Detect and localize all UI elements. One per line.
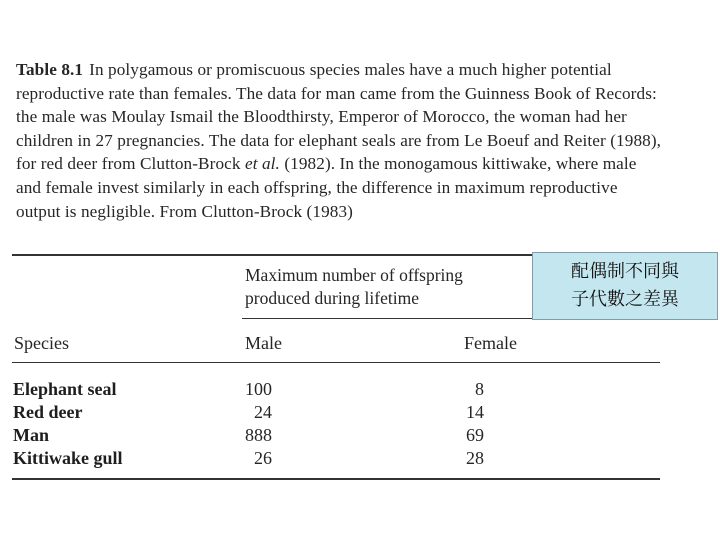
table-row bbox=[0, 401, 700, 424]
annotation-line-2: 子代數之差異 bbox=[571, 289, 679, 310]
header-rule bbox=[12, 362, 660, 363]
column-header-male: Male bbox=[245, 333, 282, 353]
caption-text-end: (1982). In the monogamous kittiwake, where male and female invest similarly in each offspring, the difference in maximum reproductive output is negligible. From Clutton-Brock (1983) bbox=[16, 154, 637, 221]
species-cell: Red deer bbox=[13, 402, 83, 422]
female-cell: 69 bbox=[466, 425, 484, 445]
female-cell: 8 bbox=[475, 379, 484, 399]
annotation-line-1: 配偶制不同與 bbox=[571, 261, 679, 282]
table-label: Table 8.1 bbox=[16, 60, 84, 79]
male-cell: 888 bbox=[245, 425, 272, 445]
column-group-header: Maximum number of offspring produced during lifetime bbox=[245, 265, 463, 308]
table-row bbox=[0, 447, 700, 470]
male-cell: 24 bbox=[254, 402, 272, 422]
caption-italic-text: et al. bbox=[244, 154, 280, 174]
species-cell: Elephant seal bbox=[13, 379, 117, 399]
table-body bbox=[0, 378, 700, 470]
species-cell: Man bbox=[13, 425, 49, 445]
male-cell: 100 bbox=[245, 379, 272, 399]
table-caption bbox=[16, 58, 666, 223]
column-header-species: Species bbox=[14, 333, 69, 353]
table-bottom-rule bbox=[12, 478, 660, 480]
table-row bbox=[0, 424, 700, 447]
annotation-box bbox=[532, 252, 718, 320]
caption-text: In polygamous or promiscuous species males have a much higher potential reproductive rate than females. The data for man came from the Guinness Book of Records: the male was Moulay Ismail the Bloodthirsty, Emperor of Morocco, the woman had her children in 27 pregnancies. The data for elephant seals are from Le Boeuf and Reiter (1988), for red deer from Clutton-Brock bbox=[16, 60, 662, 174]
male-cell: 26 bbox=[254, 448, 272, 468]
species-cell: Kittiwake gull bbox=[13, 448, 123, 468]
table-row bbox=[0, 378, 700, 401]
female-cell: 28 bbox=[466, 448, 484, 468]
column-header-female: Female bbox=[464, 333, 517, 353]
female-cell: 14 bbox=[466, 402, 484, 422]
